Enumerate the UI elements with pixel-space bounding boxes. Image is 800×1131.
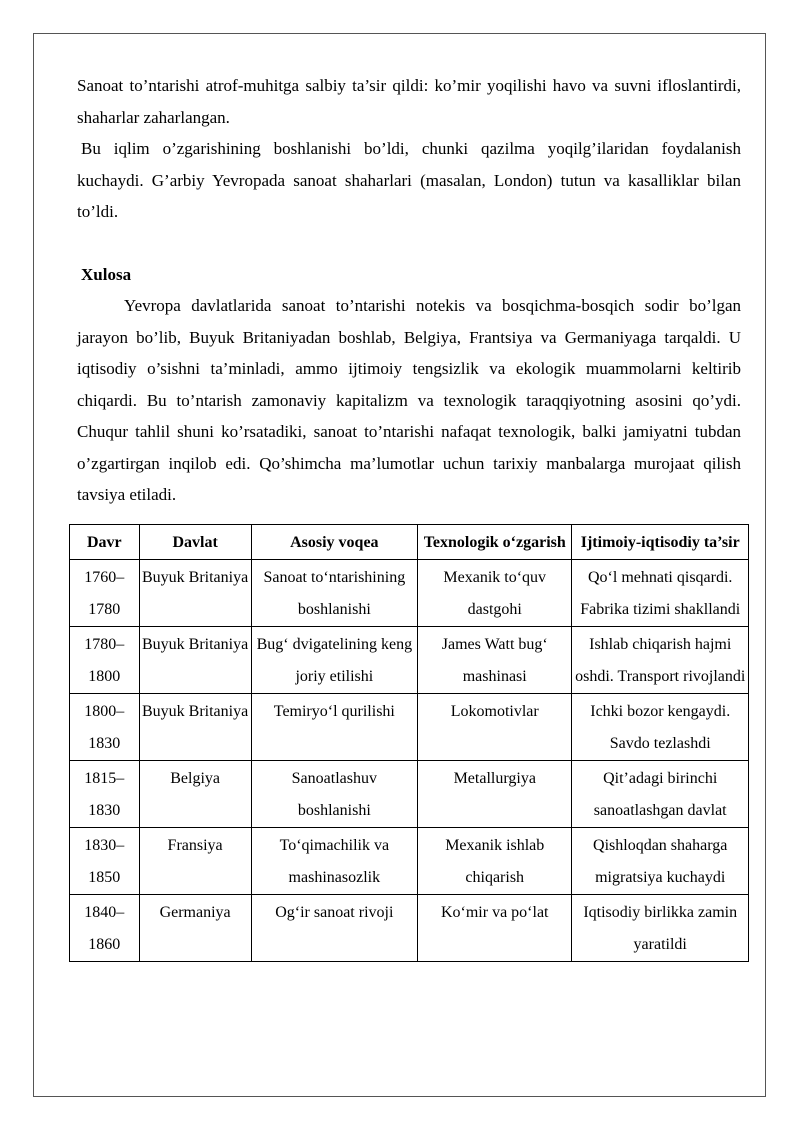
cell-tech-change: Ko‘mir va po‘lat xyxy=(418,895,572,962)
table-row xyxy=(70,895,749,962)
cell-period: 1830–1850 xyxy=(70,828,140,895)
cell-country: Buyuk Britaniya xyxy=(139,694,251,761)
cell-country: Germaniya xyxy=(139,895,251,962)
cell-period: 1800–1830 xyxy=(70,694,140,761)
cell-main-event: Og‘ir sanoat rivoji xyxy=(251,895,417,962)
document-body xyxy=(77,70,741,511)
paragraph-environment: Sanoat to’ntarishi atrof-muhitga salbiy ta’sir qildi: ko’mir yoqilishi havo va suvni ifloslantirdi, shaharlar zaharlangan. xyxy=(77,76,741,127)
table-row xyxy=(70,828,749,895)
cell-period: 1815–1830 xyxy=(70,761,140,828)
cell-period: 1780–1800 xyxy=(70,627,140,694)
table-header-row xyxy=(70,525,749,560)
cell-impact: Qo‘l mehnati qisqardi. Fabrika tizimi shakllandi xyxy=(572,560,749,627)
header-tech-change: Texnologik o‘zgarish xyxy=(418,525,572,560)
cell-tech-change: Lokomotivlar xyxy=(418,694,572,761)
cell-country: Belgiya xyxy=(139,761,251,828)
cell-main-event: Sanoat to‘ntarishining boshlanishi xyxy=(251,560,417,627)
cell-impact: Qit’adagi birinchi sanoatlashgan davlat xyxy=(572,761,749,828)
cell-period: 1840–1860 xyxy=(70,895,140,962)
blank-line xyxy=(77,228,741,259)
table-row xyxy=(70,627,749,694)
cell-impact: Ishlab chiqarish hajmi oshdi. Transport rivojlandi xyxy=(572,627,749,694)
cell-tech-change: Mexanik to‘quv dastgohi xyxy=(418,560,572,627)
table-row xyxy=(70,694,749,761)
header-main-event: Asosiy voqea xyxy=(251,525,417,560)
cell-period: 1760–1780 xyxy=(70,560,140,627)
cell-tech-change: Mexanik ishlab chiqarish xyxy=(418,828,572,895)
paragraph-conclusion: Yevropa davlatlarida sanoat to’ntarishi notekis va bosqichma-bosqich sodir bo’lgan jarayon bo’lib, Buyuk Britaniyadan boshlab, Belgiya, Frantsiya va Germaniyaga tarqaldi. U iqtisodiy o’sishni ta’minladi, ammo ijtimoiy tengsizlik va ekologik muammolarni keltirib chiqardi. Bu to’ntarish zamonaviy kapitalizm va texnologik taraqqiyotning asosini qo’ydi. Chuqur tahlil shuni ko’rsatadiki, sanoat to’ntarishi nafaqat texnologik, balki jamiyatni tubdan o’zgartirgan inqilob edi. Qo’shimcha ma’lumotlar uchun tarixiy manbalarga murojaat qilish tavsiya etiladi. xyxy=(77,296,741,504)
table-row xyxy=(70,560,749,627)
section-heading-conclusion: Xulosa xyxy=(81,264,132,284)
cell-main-event: To‘qimachilik va mashinasozlik xyxy=(251,828,417,895)
header-period: Davr xyxy=(70,525,140,560)
paragraph-climate: Bu iqlim o’zgarishining boshlanishi bo’ldi, chunki qazilma yoqilg’ilaridan foydalanish kuchaydi. G’arbiy Yevropada sanoat shaharlari (masalan, London) tutun va kasalliklar bilan to’ldi. xyxy=(77,139,741,221)
cell-country: Buyuk Britaniya xyxy=(139,627,251,694)
cell-impact: Qishloqdan shaharga migratsiya kuchaydi xyxy=(572,828,749,895)
cell-main-event: Bug‘ dvigatelining keng joriy etilishi xyxy=(251,627,417,694)
cell-country: Buyuk Britaniya xyxy=(139,560,251,627)
cell-tech-change: Metallurgiya xyxy=(418,761,572,828)
cell-impact: Ichki bozor kengaydi. Savdo tezlashdi xyxy=(572,694,749,761)
history-table xyxy=(69,524,749,962)
header-country: Davlat xyxy=(139,525,251,560)
cell-main-event: Sanoatlashuv boshlanishi xyxy=(251,761,417,828)
cell-impact: Iqtisodiy birlikka zamin yaratildi xyxy=(572,895,749,962)
header-socio-economic-impact: Ijtimoiy-iqtisodiy ta’sir xyxy=(572,525,749,560)
cell-main-event: Temiryo‘l qurilishi xyxy=(251,694,417,761)
cell-country: Fransiya xyxy=(139,828,251,895)
cell-tech-change: James Watt bug‘ mashinasi xyxy=(418,627,572,694)
table-row xyxy=(70,761,749,828)
